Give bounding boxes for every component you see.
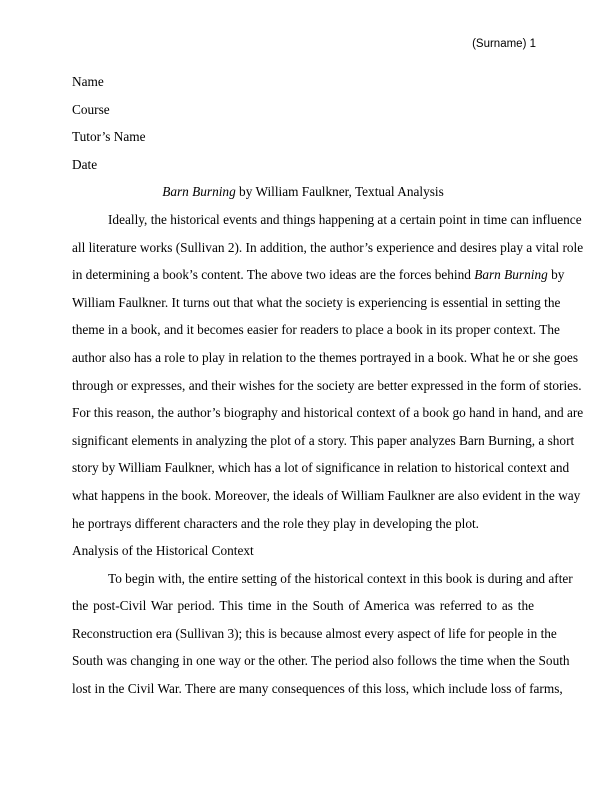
course-name: Course: [72, 101, 110, 117]
tutor-name: Tutor’s Name: [72, 129, 146, 145]
document-body: [72, 68, 584, 703]
paragraph1-line-3-text: in determining a book’s content. The above two ideas are the forces behind: [72, 267, 475, 283]
paragraph2-line-1: To begin with, the entire setting of the historical context in this book is during and after: [108, 570, 573, 586]
paragraph2-line-3: Reconstruction era (Sullivan 3); this is because almost every aspect of life for people in the: [72, 625, 557, 641]
paragraph2-line-2: the post-Civil War period. This time in the South of America was referred to as the: [72, 598, 534, 614]
paragraph1-line-2: all literature works (Sullivan 2). In addition, the author’s experience and desires play a vital role: [72, 239, 584, 255]
paragraph1-line-4: William Faulkner. It turns out that what the society is experiencing is essential in setting the: [72, 294, 561, 310]
paragraph2-line-4: South was changing in one way or the other. The period also follows the time when the South: [72, 653, 570, 669]
paragraph1-line-9: significant elements in analyzing the plot of a story. This paper analyzes Barn Burning, a short: [72, 432, 575, 448]
paragraph1-book-title: Barn Burning: [474, 267, 548, 283]
paragraph1-line-8: For this reason, the author’s biography and historical context of a book go hand in hand, and are: [72, 405, 584, 421]
paragraph2-line-5: lost in the Civil War. There are many consequences of this loss, which include loss of farms,: [72, 681, 563, 697]
student-name: Name: [72, 74, 104, 89]
paragraph1-line-1: Ideally, the historical events and things happening at a certain point in time can influence: [108, 211, 582, 227]
paragraph1-line-3-end: by: [547, 267, 565, 283]
paragraph1-line-12: he portrays different characters and the role they play in developing the plot.: [72, 515, 480, 531]
running-head: (Surname) 1: [472, 38, 536, 50]
paragraph1-line-11: what happens in the book. Moreover, the ideals of William Faulkner are also evident in the way: [72, 487, 581, 503]
section-heading: Analysis of the Historical Context: [72, 543, 254, 559]
paragraph1-line-5: theme in a book, and it becomes easier for readers to place a book in its proper context. The: [72, 322, 560, 338]
essay-title-italic: Barn Burning: [162, 184, 236, 200]
paragraph1-line-3: [72, 261, 565, 289]
paragraph1-line-10: story by William Faulkner, which has a lot of significance in relation to historical context and: [72, 460, 570, 476]
date-line: Date: [72, 156, 98, 172]
paragraph1-line-7: through or expresses, and their wishes for the society are better expressed in the form of stories.: [72, 377, 582, 393]
essay-title: [72, 178, 534, 206]
paragraph1-line-6: author also has a role to play in relation to the themes portrayed in a book. What he or she goes: [72, 349, 579, 365]
essay-title-rest: by William Faulkner, Textual Analysis: [235, 184, 444, 200]
